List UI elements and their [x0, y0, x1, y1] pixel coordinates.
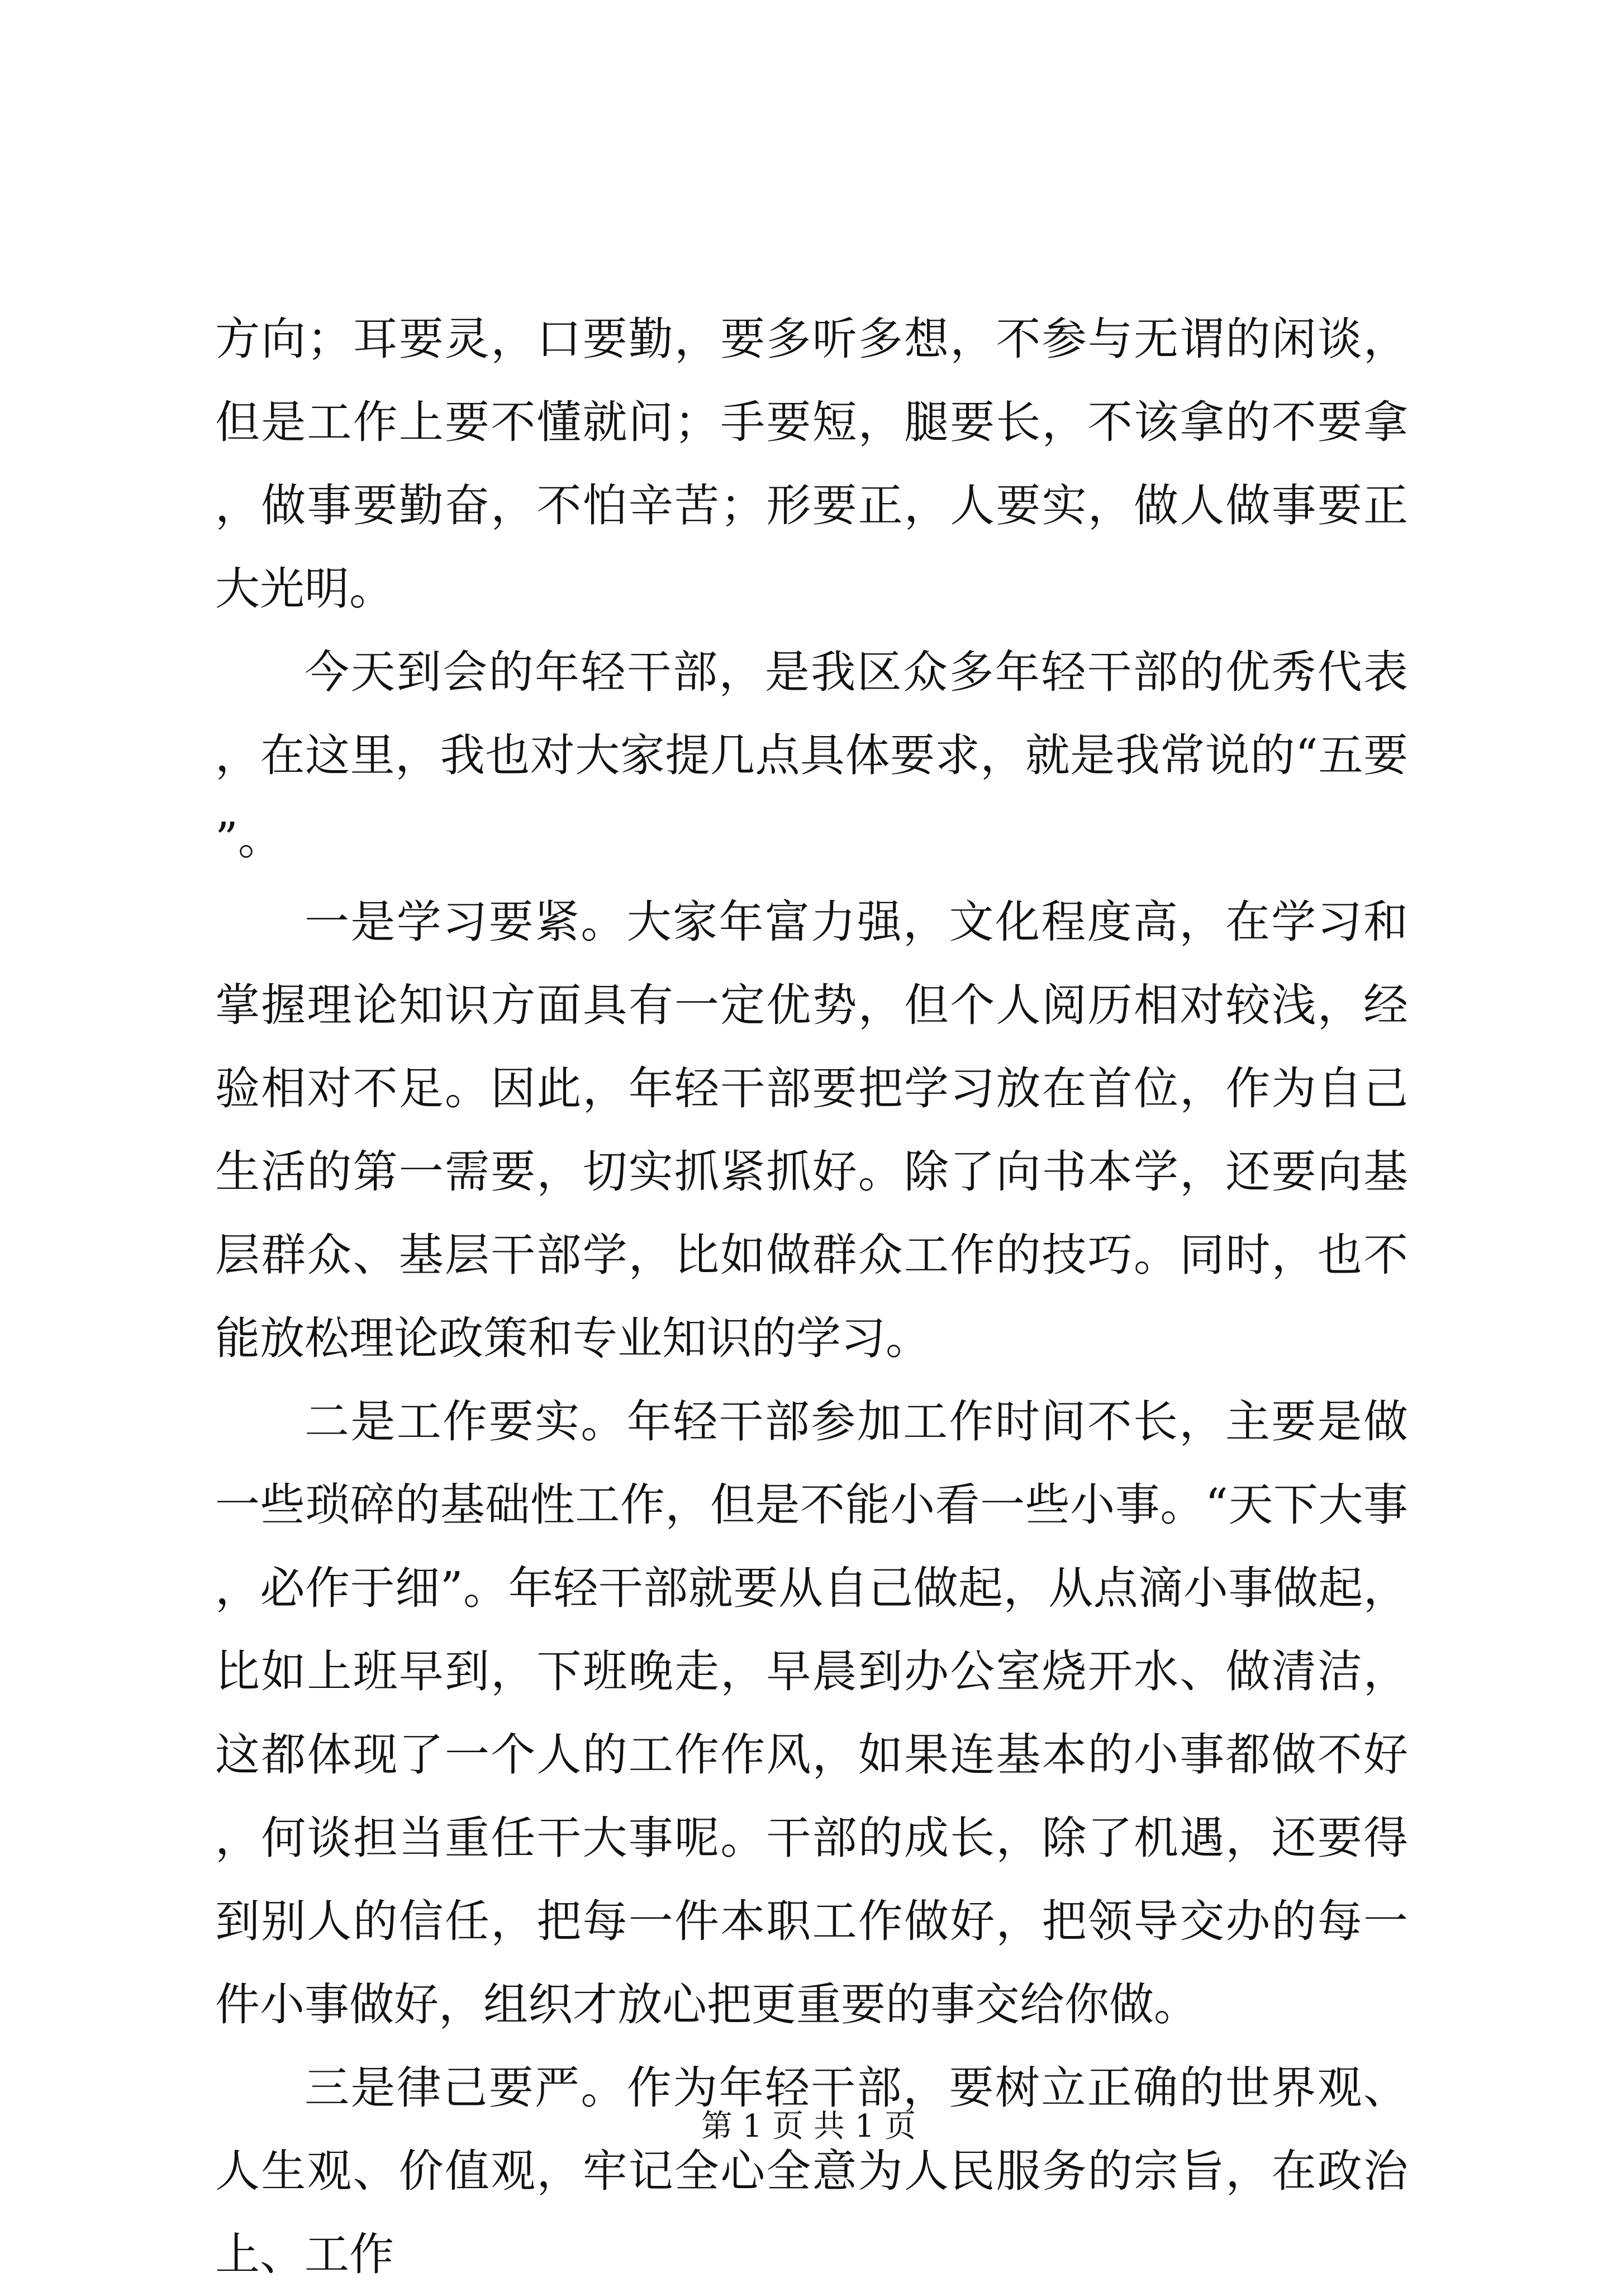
paragraph-intro: 今天到会的年轻干部，是我区众多年轻干部的优秀代表，在这里，我也对大家提几点具体要求，就是我常说的“五要”。 [215, 646, 1408, 865]
paragraph-point-1: 一是学习要紧。大家年富力强，文化程度高，在学习和掌握理论知识方面具有一定优势，但个人阅历相对较浅，经验相对不足。因此，年轻干部要把学习放在首位，作为自己生活的第一需要，切实抓紧抓好。除了向书本学，还要向基层群众、基层干部学，比如做群众工作的技巧。同时，也不能放松理论政策和专业知识的学习。 [215, 896, 1408, 1364]
paragraph-point-2: 二是工作要实。年轻干部参加工作时间不长，主要是做一些琐碎的基础性工作，但是不能小看一些小事。“天下大事，必作于细”。年轻干部就要从自己做起，从点滴小事做起，比如上班早到，下班晚走，早晨到办公室烧开水、做清洁，这都体现了一个人的工作作风，如果连基本的小事都做不好，何谈担当重任干大事呢。干部的成长，除了机遇，还要得到别人的信任，把每一件本职工作做好，把领导交办的每一件小事做好，组织才放心把更重要的事交给你做。 [215, 1396, 1408, 2031]
paragraph-continuation: 方向；耳要灵，口要勤，要多听多想，不参与无谓的闲谈，但是工作上要不懂就问；手要短，腿要长，不该拿的不要拿，做事要勤奋，不怕辛苦；形要正，人要实，做人做事要正大光明。 [215, 313, 1408, 615]
paragraph-point-3: 三是律己要严。作为年轻干部，要树立正确的世界观、人生观、价值观，牢记全心全意为人民服务的宗旨，在政治上、工作 [215, 2062, 1408, 2280]
page-number-footer: 第 1 页 共 1 页 [701, 2108, 916, 2145]
document-body [215, 297, 1408, 2296]
